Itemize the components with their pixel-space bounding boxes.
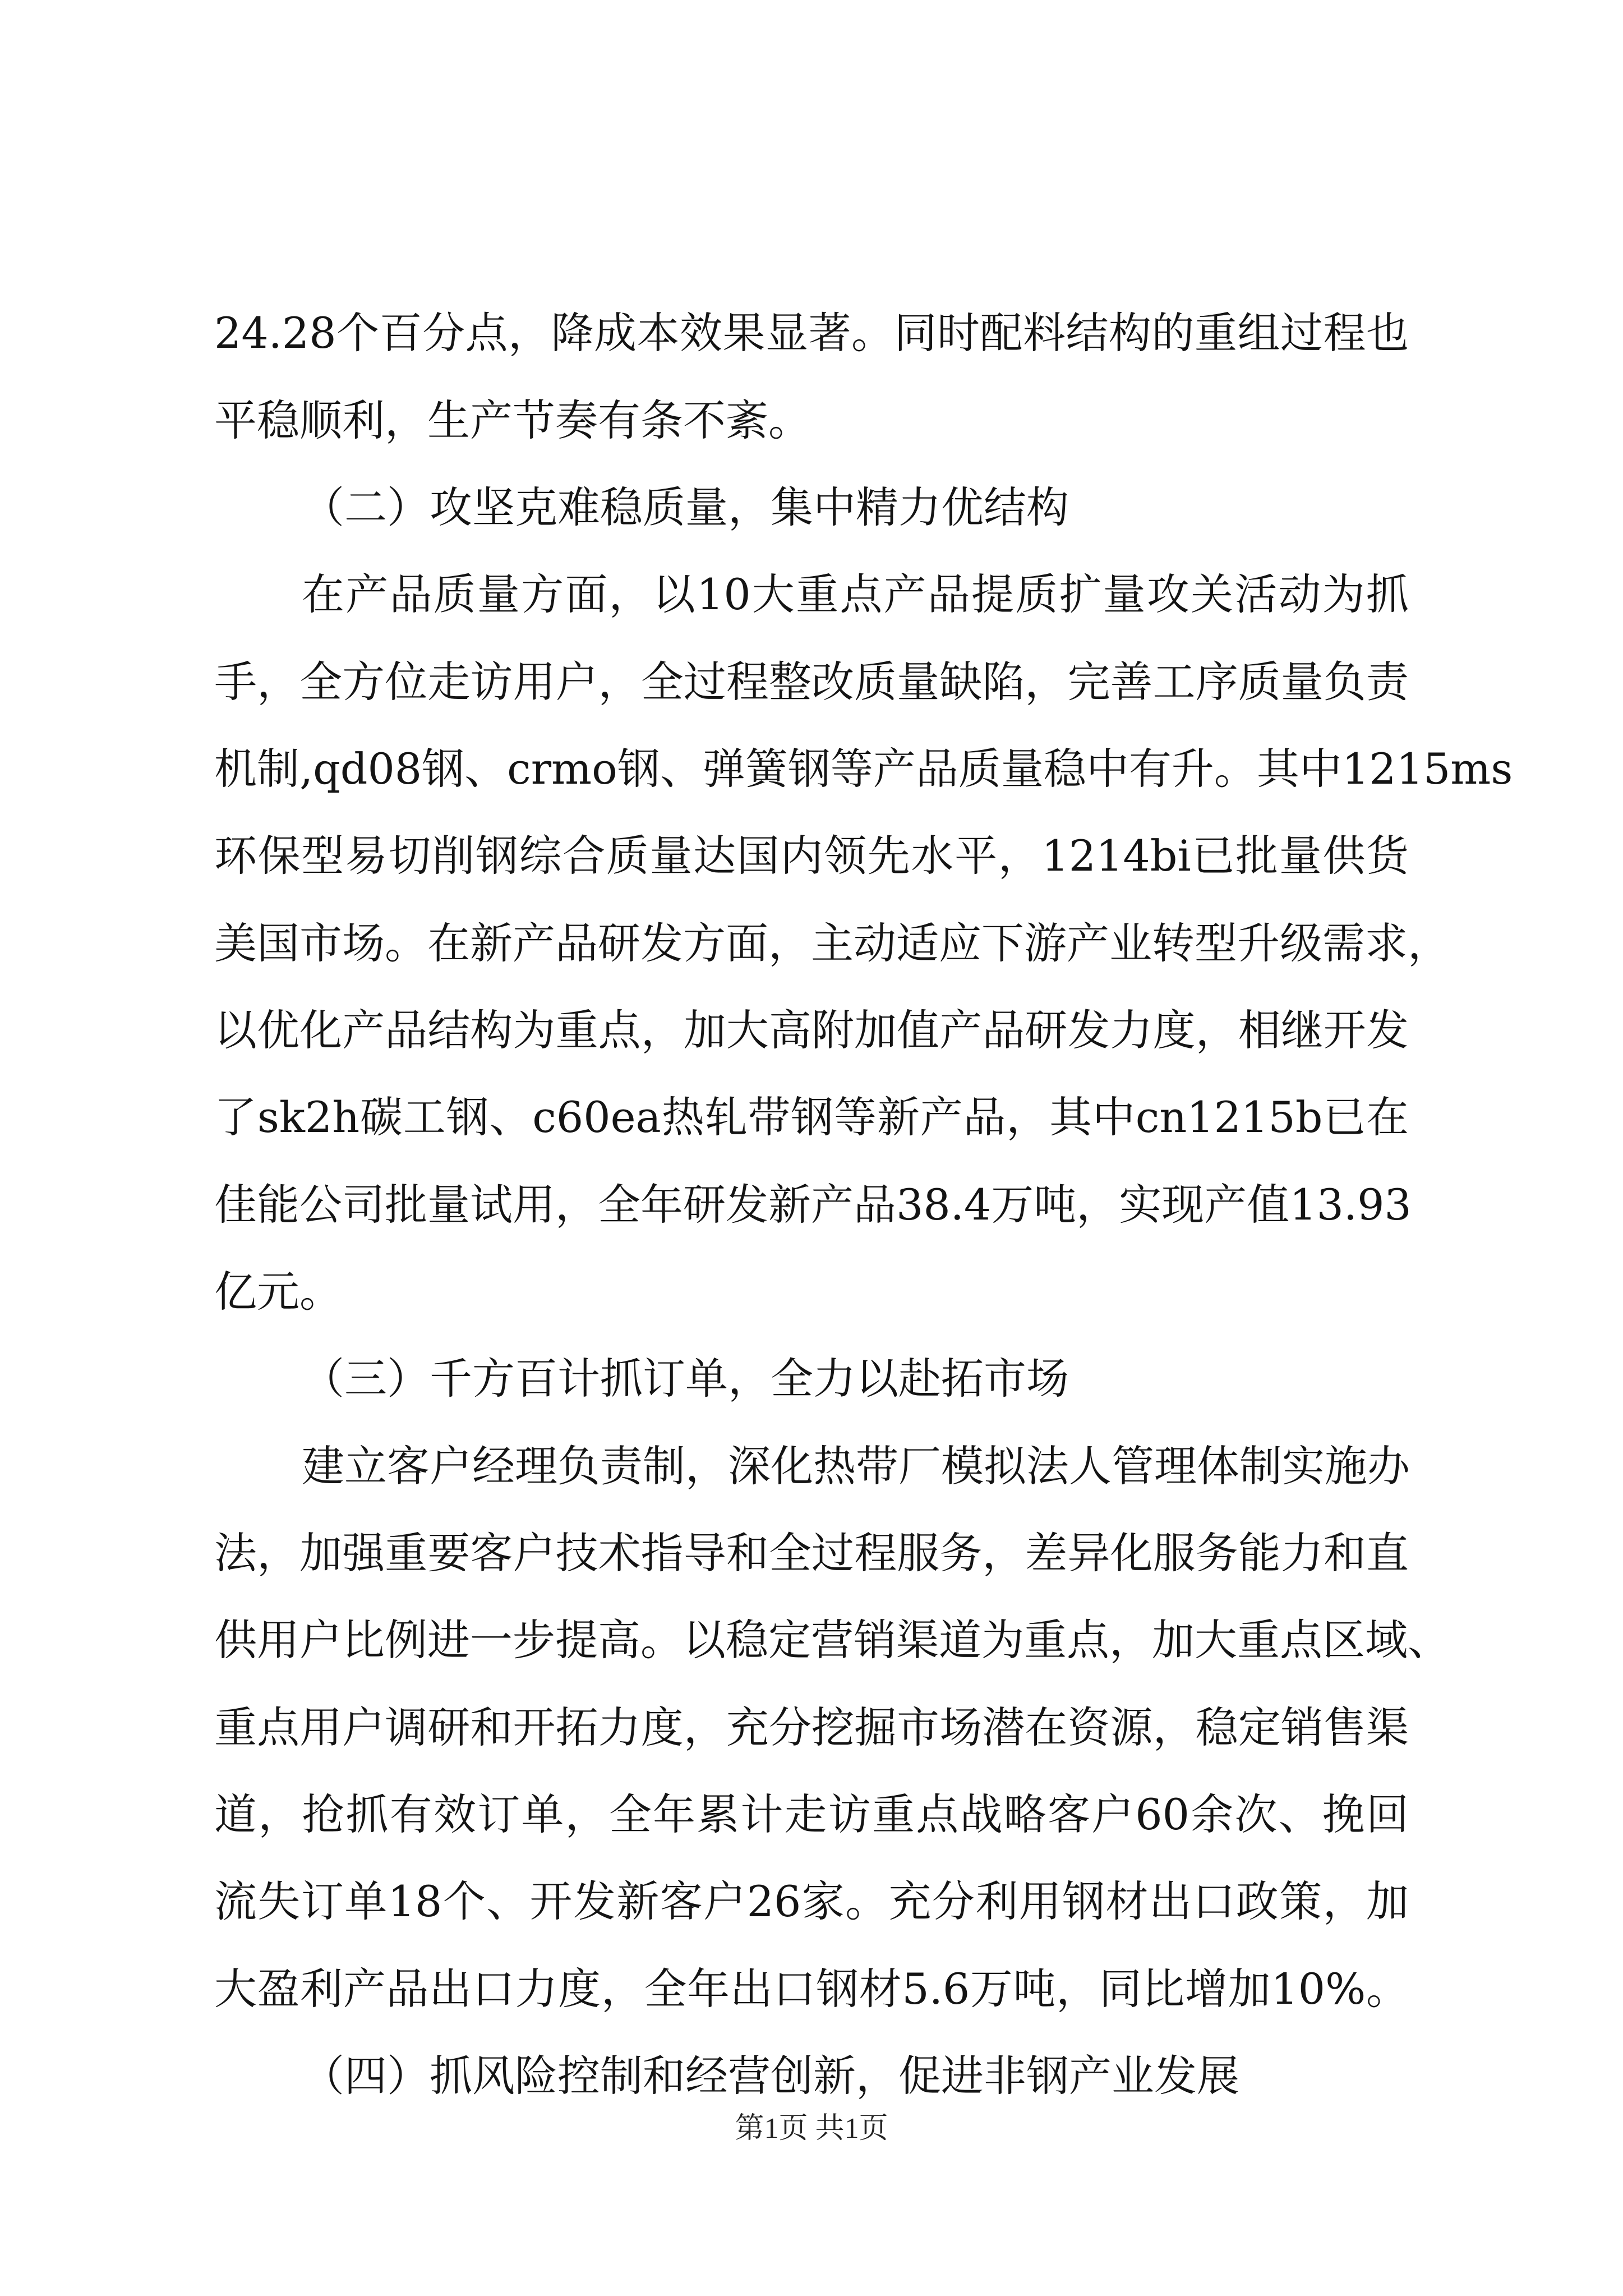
paragraph-line: 机制,qd08钢、crmo钢、弹簧钢等产品质量稳中有升。其中1215ms [214,744,1513,794]
paragraph-line: 道，抢抓有效订单，全年累计走访重点战略客户60余次、挽回 [214,1789,1409,1839]
paragraph-line: 美国市场。在新产品研发方面，主动适应下游产业转型升级需求， [214,918,1450,968]
section-heading: （四）抓风险控制和经营创新，促进非钢产业发展 [302,2051,1239,2101]
paragraph-line: 流失订单18个、开发新客户26家。充分利用钢材出口政策，加 [214,1876,1409,1926]
paragraph-line: 供用户比例进一步提高。以稳定营销渠道为重点，加大重点区域、 [214,1615,1450,1665]
paragraph-line: 以优化产品结构为重点，加大高附加值产品研发力度，相继开发 [214,1005,1409,1055]
paragraph-line: 24.28个百分点，降成本效果显著。同时配料结构的重组过程也 [214,308,1409,358]
paragraph-line: 重点用户调研和开拓力度，充分挖掘市场潜在资源，稳定销售渠 [214,1703,1409,1752]
paragraph-line: 手，全方位走访用户，全过程整改质量缺陷，完善工序质量负责 [214,657,1409,707]
section-heading: （三）千方百计抓订单，全力以赴拓市场 [302,1354,1069,1404]
paragraph-line: 亿元。 [214,1267,342,1317]
paragraph-line: 建立客户经理负责制，深化热带厂模拟法人管理体制实施办 [302,1441,1410,1491]
paragraph-line: 平稳顺利，生产节奏有条不紊。 [214,395,811,445]
paragraph-line: 了sk2h碳工钢、c60ea热轧带钢等新产品，其中cn1215b已在 [214,1092,1409,1142]
paragraph-line: 在产品质量方面，以10大重点产品提质扩量攻关活动为抓 [302,569,1409,619]
paragraph-line: 环保型易切削钢综合质量达国内领先水平，1214bi已批量供货 [214,831,1409,881]
section-heading: （二）攻坚克难稳质量，集中精力优结构 [302,482,1069,532]
paragraph-line: 佳能公司批量试用，全年研发新产品38.4万吨，实现产值13.93 [214,1180,1412,1230]
paragraph-line: 法，加强重要客户技术指导和全过程服务，差异化服务能力和直 [214,1528,1409,1578]
paragraph-line: 大盈利产品出口力度，全年出口钢材5.6万吨，同比增加10%。 [214,1964,1409,2014]
page-footer: 第1页 共1页 [735,2113,888,2145]
